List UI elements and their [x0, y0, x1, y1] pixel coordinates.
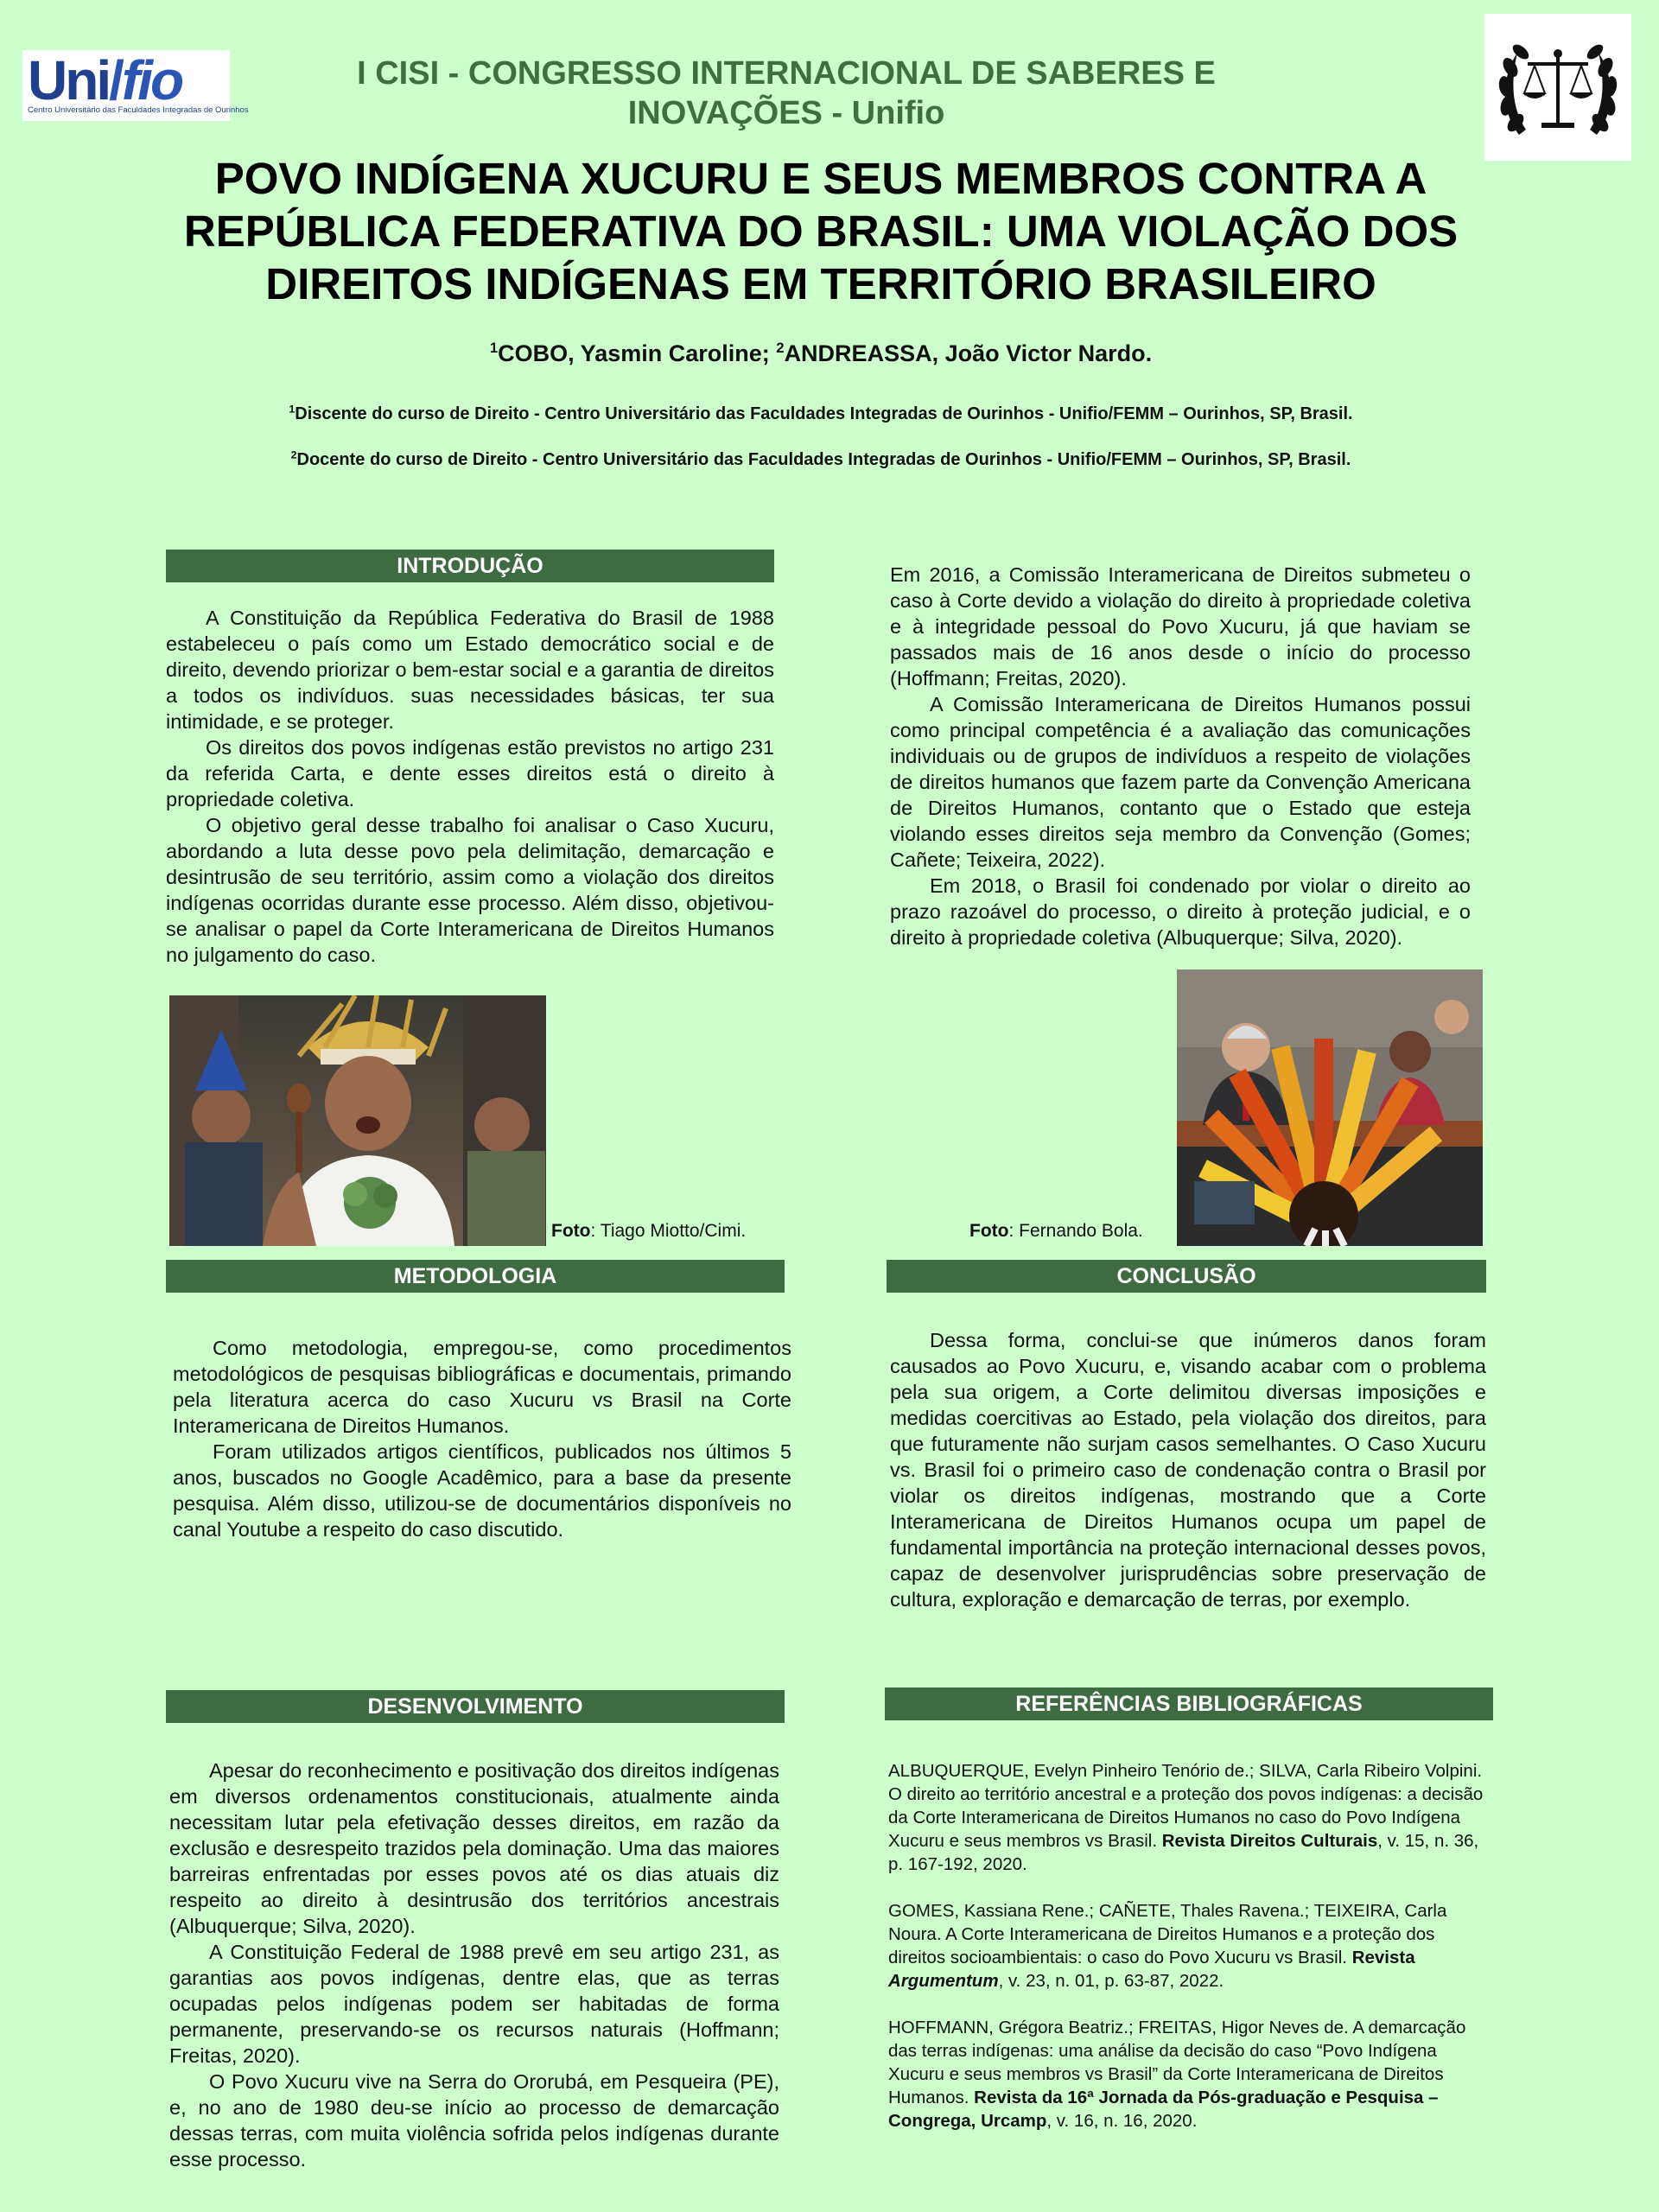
reference-item — [888, 2016, 1484, 2133]
ref3-journal: Revista da 16ª Jornada da Pós-graduação e Pesquisa – Congrega, Urcamp — [888, 2088, 1439, 2131]
photo-left-caption — [551, 1221, 746, 1242]
ref3-text: HOFFMANN, Grégora Beatriz.; FREITAS, Higor Neves de. A demarcação das terras indígenas: uma análise da decisão do caso “Povo Indígena Xucuru e seus membros vs Brasil” da Corte Interamericana de Direitos Humanos. — [888, 2018, 1466, 2107]
photo-left-caption-credit: : Tiago Miotto/Cimi. — [590, 1221, 747, 1241]
ref3-tail: , v. 16, n. 16, 2020. — [1046, 2111, 1198, 2131]
affil1-sup: 1 — [289, 403, 296, 416]
poster-title — [95, 152, 1547, 310]
affil1-text: Discente do curso de Direito - Centro Universitário das Faculdades Integradas de Ourinhos - Unifio/FEMM – Ourinhos, SP, Brasil. — [295, 404, 1353, 423]
conclusao-heading: CONCLUSÃO — [887, 1260, 1486, 1293]
metodologia-p1: Como metodologia, empregou-se, como procedimentos metodológicos de pesquisas bibliográficas e documentais, primando pela literatura acerca do caso Xucuru vs Brasil na Corte Interamericana de Direitos Humanos. — [173, 1337, 791, 1437]
ref1-journal: Revista Direitos Culturais — [1161, 1831, 1378, 1851]
photo-right-caption — [969, 1221, 1143, 1242]
affil2-text: Docente do curso de Direito - Centro Universitário das Faculdades Integradas de Ourinhos - Unifio/FEMM – Ourinhos, SP, Brasil. — [296, 450, 1351, 469]
conclusao-text — [890, 1327, 1486, 1612]
metodologia-p2: Foram utilizados artigos científicos, publicados nos últimos 5 anos, buscados no Google Acadêmico, para a base da presente pesquisa. Além disso, utilizou-se de documentários disponíveis no canal Youtube a respeito do caso discutido. — [173, 1440, 791, 1541]
referencias-heading: REFERÊNCIAS BIBLIOGRÁFICAS — [885, 1688, 1493, 1720]
metodologia-text — [173, 1335, 791, 1542]
justice-scales-emblem-icon — [1484, 14, 1631, 161]
introducao-text — [166, 605, 774, 968]
referencias-list — [888, 1759, 1484, 2156]
ref2-text: GOMES, Kassiana Rene.; CAÑETE, Thales Ravena.; TEIXEIRA, Carla Noura. A Corte Interamericana de Direitos Humanos e a proteção dos direitos socioambientais: o caso do Povo Xucuru vs Brasil. — [888, 1901, 1447, 1967]
ref2-tail: , v. 23, n. 01, p. 63-87, 2022. — [998, 1971, 1224, 1991]
introducao-p3: O objetivo geral desse trabalho foi analisar o Caso Xucuru, abordando a luta desse povo pela delimitação, demarcação e desintrusão de seu território, assim como a violação dos direitos indígenas ocorridas durante esse processo. Além disso, objetivou-se analisar o papel da Corte Interamericana de Direitos Humanos no julgamento do caso. — [166, 814, 774, 966]
poster-title-line2: REPÚBLICA FEDERATIVA DO BRASIL: UMA VIOLAÇÃO DOS — [183, 207, 1459, 256]
reference-item — [888, 1759, 1484, 1876]
right-col-p2: A Comissão Interamericana de Direitos Humanos possui como principal competência é a avaliação das comunicações individuais ou de grupos de indivíduos a respeito de violações de direitos humanos que fazem parte da Convenção Americana de Direitos Humanos, contanto que o Estado que esteja violando esses direitos seja membro da Convenção (Gomes; Cañete; Teixeira, 2022). — [890, 693, 1471, 871]
authors-line — [95, 340, 1547, 367]
introducao-p2: Os direitos dos povos indígenas estão previstos no artigo 231 da referida Carta, e dente esses direitos está o direito à propriedade coletiva. — [166, 736, 774, 810]
affiliation-2 — [95, 450, 1547, 470]
desenvolvimento-p1: Apesar do reconhecimento e positivação dos direitos indígenas em diversos ordenamentos constitucionais, atualmente ainda necessitam lutar pela efetivação desses direitos, em razão da exclusão e desrespeito trazidos pela dominação. Uma das maiores barreiras enfrentadas por esses povos até os dias atuais diz respeito ao direito à desintrusão dos territórios ancestrais (Albuquerque; Silva, 2020). — [169, 1759, 779, 1937]
affiliation-1 — [95, 404, 1547, 424]
desenvolvimento-heading: DESENVOLVIMENTO — [166, 1690, 785, 1723]
introducao-p1: A Constituição da República Federativa do Brasil de 1988 estabeleceu o país como um Estado democrático social e de direito, devendo priorizar o bem-estar social e a garantia de direitos a todos os indivíduos. suas necessidades básicas, ter sua intimidade, e se proteger. — [166, 607, 774, 733]
ref1-text: ALBUQUERQUE, Evelyn Pinheiro Tenório de.; SILVA, Carla Ribeiro Volpini. O direito ao território ancestral e a proteção dos povos indígenas: a decisão da Corte Interamericana de Direitos Humanos no caso do Povo Indígena Xucuru e seus membros vs Brasil. — [888, 1761, 1484, 1851]
affil2-sup: 2 — [290, 448, 297, 461]
photo-court-hearing — [1177, 969, 1483, 1246]
desenvolvimento-p2: A Constituição Federal de 1988 prevê em seu artigo 231, as garantias aos povos indígenas, dentre elas, que as terras ocupadas pelos indígenas podem ser habitadas de forma permanente, preservando-se os recursos naturais (Hoffmann; Freitas, 2020). — [169, 1941, 779, 2067]
photo-right-caption-credit: : Fernando Bola. — [1008, 1221, 1143, 1241]
congress-title-line1: I CISI - CONGRESSO INTERNACIONAL DE SABERES E — [357, 55, 1216, 92]
unifio-logo-subtitle: Centro Universitário das Faculdades Integradas de Ourinhos — [28, 105, 249, 115]
metodologia-heading: METODOLOGIA — [166, 1260, 785, 1293]
conclusao-p1: Dessa forma, conclui-se que inúmeros danos foram causados ao Povo Xucuru, e, visando acabar com o problema pela sua origem, a Corte delimitou diversas imposições e medidas coercitivas ao Estado, pela violação dos direitos, para que futuramente não surjam casos semelhantes. O Caso Xucuru vs. Brasil foi o primeiro caso de condenação contra o Brasil por violar os direitos indígenas, mostrando que a Corte Interamericana de Direitos Humanos ocupa um papel de fundamental importância na proteção internacional desses povos, capaz de desenvolver jurisprudências sobre preservação de cultura, exploração e demarcação de terras, por exemplo. — [890, 1329, 1486, 1611]
congress-title — [285, 54, 1287, 133]
poster-title-line1: POVO INDÍGENA XUCURU E SEUS MEMBROS CONTRA A — [214, 154, 1427, 203]
author1: COBO, Yasmin Caroline; — [498, 340, 777, 366]
unifio-logo-wordmark: Uni/fio — [28, 49, 182, 111]
reference-item — [888, 1899, 1484, 1993]
right-col-p3: Em 2018, o Brasil foi condenado por violar o direito ao prazo razoável do processo, o direito à proteção judicial, e o direito à propriedade coletiva (Albuquerque; Silva, 2020). — [890, 874, 1471, 949]
photo-right-caption-label: Foto — [969, 1221, 1009, 1241]
ref1-tail: , v. 15, n. 36, p. 167-192, 2020. — [888, 1831, 1479, 1874]
introducao-heading: INTRODUÇÃO — [166, 550, 774, 582]
ref2-journal-italic: Argumentum — [888, 1971, 999, 1991]
desenvolvimento-text — [169, 1758, 779, 2172]
right-column-text — [890, 562, 1471, 950]
photo-left-caption-label: Foto — [551, 1221, 591, 1241]
desenvolvimento-p3: O Povo Xucuru vive na Serra do Ororubá, em Pesqueira (PE), e, no ano de 1980 deu-se início ao processo de demarcação dessas terras, com muita violência sofrida pelos indígenas durante esse processo. — [169, 2070, 779, 2171]
author1-sup: 1 — [489, 340, 499, 356]
poster-title-line3: DIREITOS INDÍGENAS EM TERRITÓRIO BRASILEIRO — [265, 259, 1376, 308]
right-col-p1: Em 2016, a Comissão Interamericana de Direitos submeteu o caso à Corte devido a violação do direito à propriedade coletiva e à integridade pessoal do Povo Xucuru, já que haviam se passados mais de 16 anos desde o início do processo (Hoffmann; Freitas, 2020). — [890, 563, 1471, 690]
congress-title-line2: INOVAÇÕES - Unifio — [627, 95, 945, 131]
author2: ANDREASSA, João Victor Nardo. — [784, 340, 1153, 366]
unifio-logo — [22, 49, 249, 121]
ref2-journal: Revista — [1351, 1948, 1415, 1967]
photo-xucuru-woman — [169, 995, 546, 1246]
author2-sup: 2 — [776, 340, 785, 356]
